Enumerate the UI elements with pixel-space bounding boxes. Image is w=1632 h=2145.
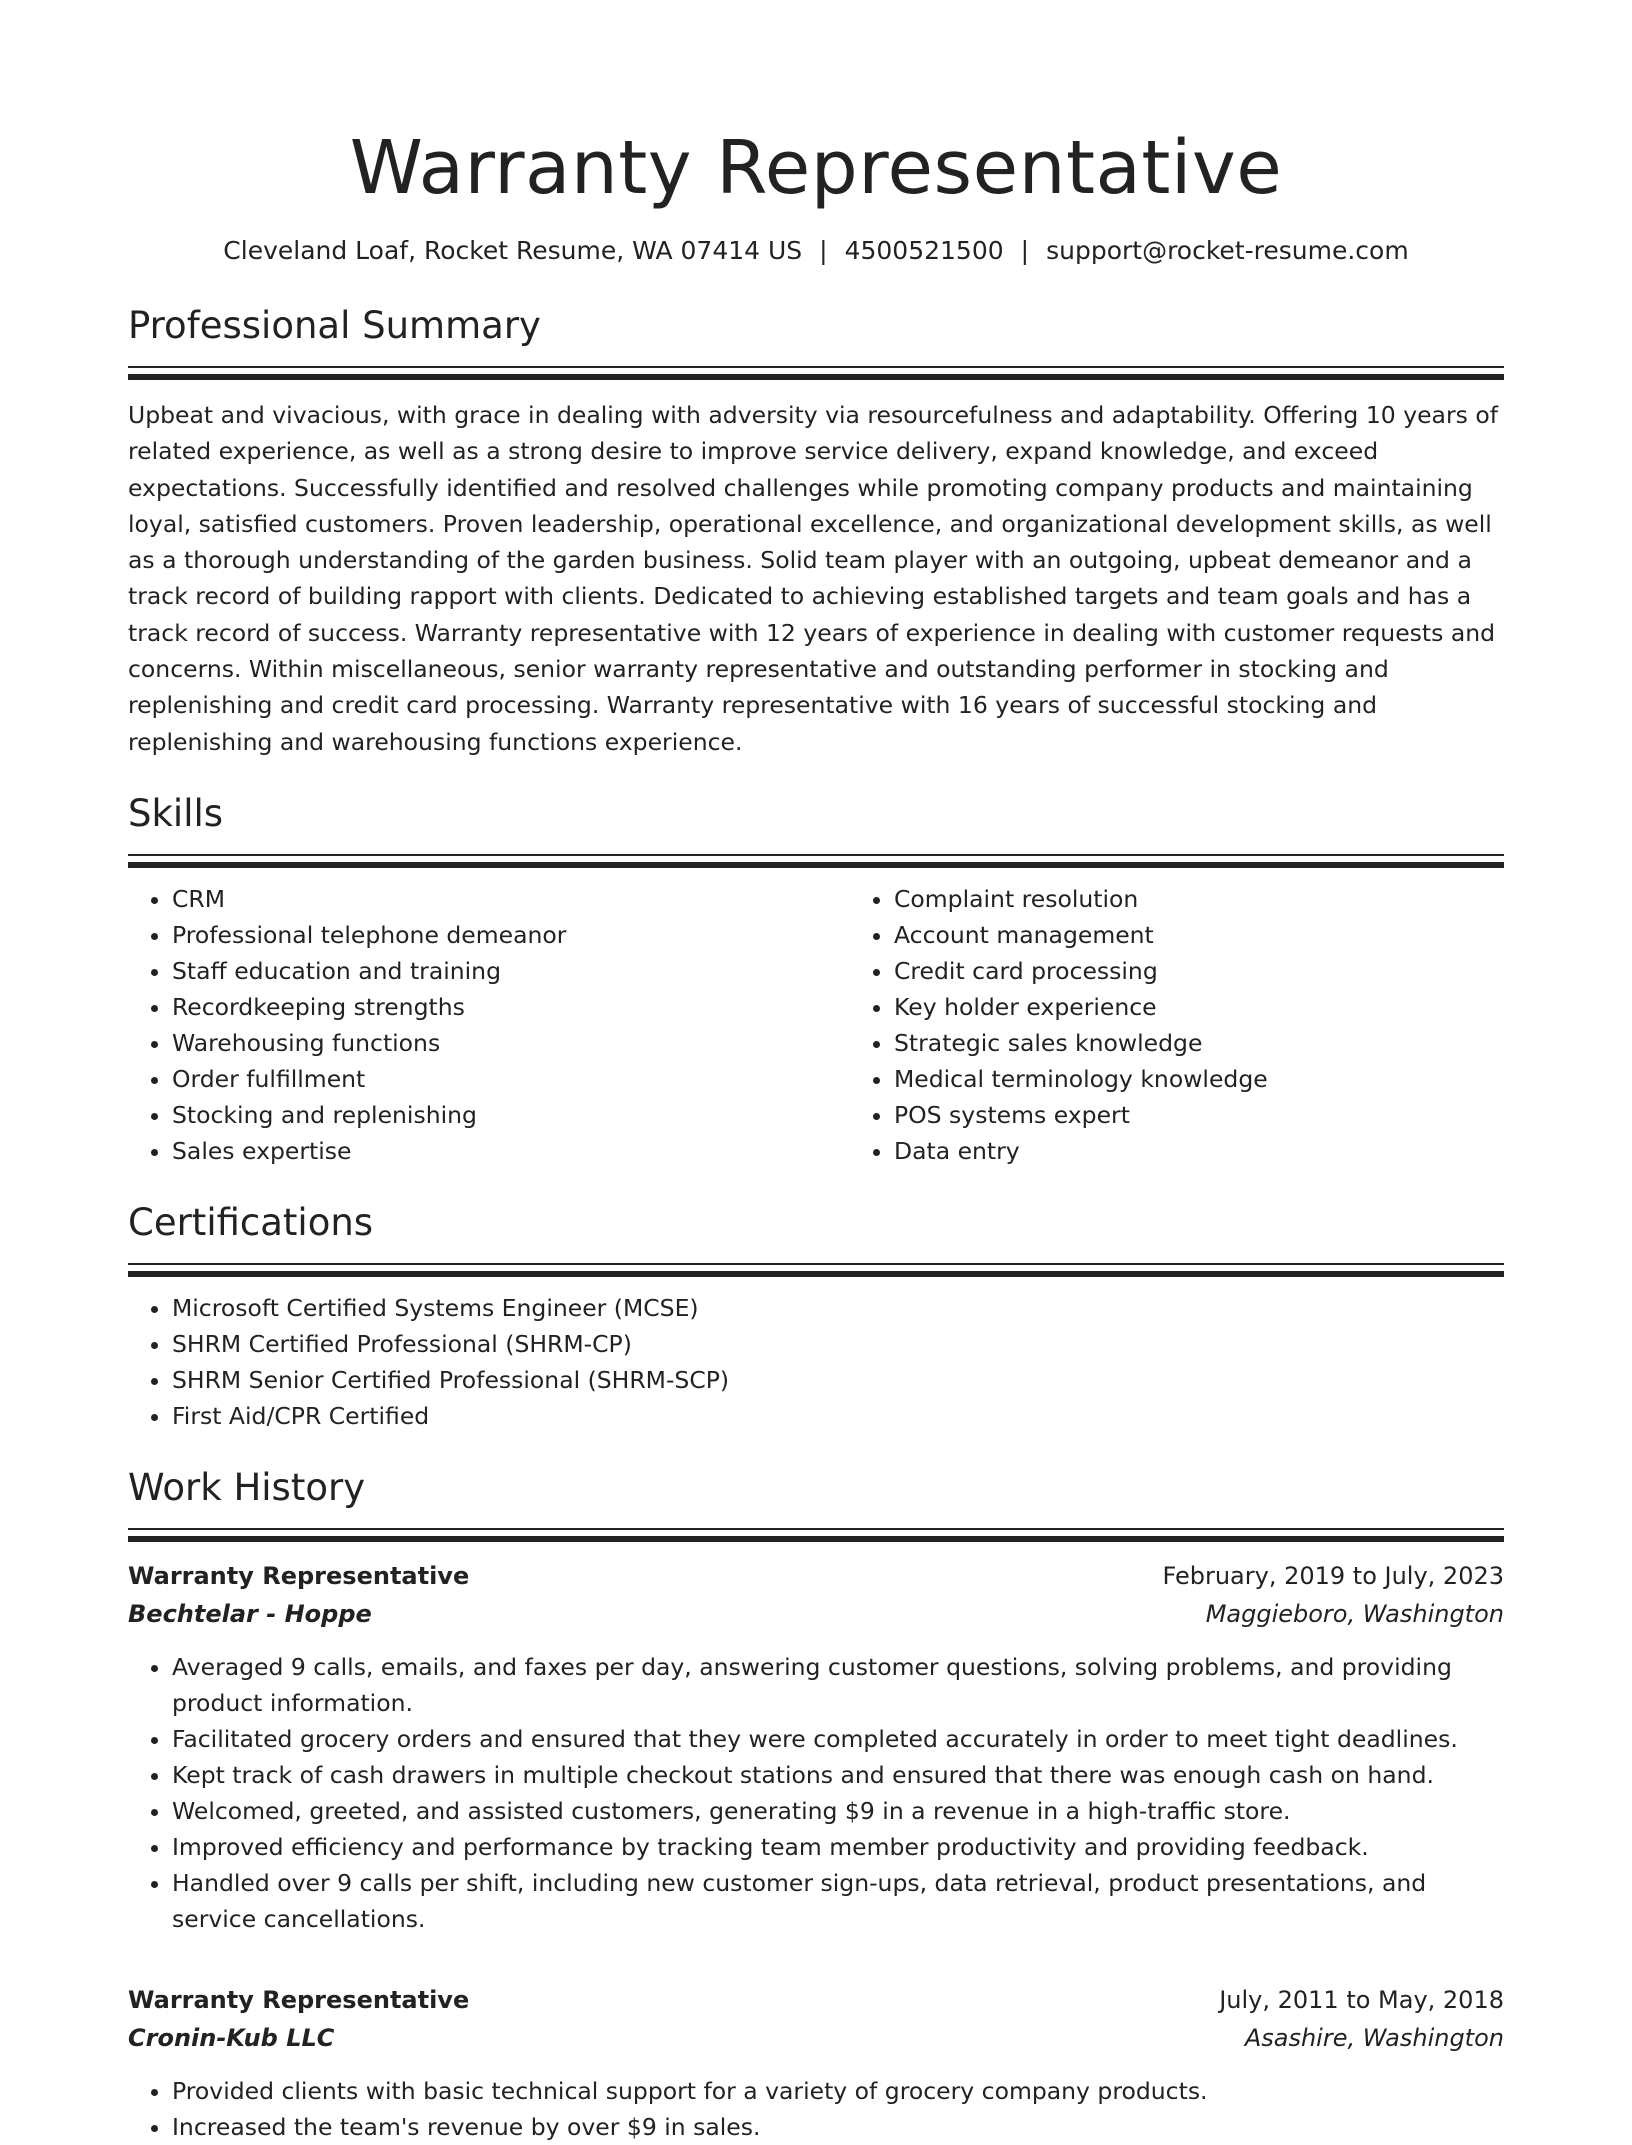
skill-item: • Recordkeeping strengths: [172, 989, 850, 1025]
section-title: Work History: [128, 1465, 366, 1509]
certification-item: • SHRM Certified Professional (SHRM-CP): [172, 1326, 1504, 1362]
job-entry: [128, 1557, 1504, 1937]
skills-list-right: [850, 881, 1572, 1169]
address: Cleveland Loaf, Rocket Resume, WA 07414 US: [223, 236, 803, 265]
section-divider: [128, 1528, 1504, 1543]
job-title: Warranty Representative: [128, 1985, 470, 2014]
candidate-name: Warranty Representative: [349, 125, 1283, 211]
job-dates: February, 2019 to July, 2023: [1162, 1561, 1504, 1590]
skill-item: • Staff education and training: [172, 953, 850, 989]
job-location: Maggieboro, Washington: [1205, 1599, 1504, 1628]
section-title: Professional Summary: [128, 304, 541, 347]
duty-item: • Improved efficiency and performance by tracking team member productivity and providing feedback.: [172, 1829, 1504, 1865]
section-certifications: [128, 1199, 1504, 1434]
skill-item: • Key holder experience: [894, 989, 1572, 1025]
contact-line: [128, 234, 1504, 268]
certification-item: • SHRM Senior Certified Professional (SHRM-SCP): [172, 1362, 1504, 1398]
duty-item: • Welcomed, greeted, and assisted customers, generating $9 in a revenue in a high-traffic store.: [172, 1793, 1504, 1829]
skill-item: • Data entry: [894, 1133, 1572, 1169]
skill-item: • Order fulfillment: [172, 1061, 850, 1097]
phone-number: 4500521500: [844, 236, 1004, 265]
section-title: Certifications: [128, 1200, 374, 1244]
separator: |: [819, 236, 828, 265]
skill-item: • Medical terminology knowledge: [894, 1061, 1572, 1097]
job-subheader: [128, 1595, 1504, 1633]
skill-item: • Strategic sales knowledge: [894, 1025, 1572, 1061]
job-duties: [128, 2073, 1504, 2145]
duty-item: • Handled over 9 calls per shift, including new customer sign-ups, data retrieval, product presentations, and service cancellations.: [172, 1865, 1504, 1937]
section-skills: [128, 790, 1504, 1169]
certification-item: • Microsoft Certified Systems Engineer (MCSE): [172, 1290, 1504, 1326]
section-divider: [128, 366, 1504, 381]
certifications-list: [128, 1290, 1504, 1434]
section-divider: [128, 854, 1504, 869]
skill-item: • Professional telephone demeanor: [172, 917, 850, 953]
skill-item: • Account management: [894, 917, 1572, 953]
skill-item: • Complaint resolution: [894, 881, 1572, 917]
job-location: Asashire, Washington: [1244, 2023, 1504, 2052]
section-divider: [128, 1263, 1504, 1278]
duty-item: • Facilitated grocery orders and ensured that they were completed accurately in order to meet tight deadlines.: [172, 1721, 1504, 1757]
email-link[interactable]: support@rocket-resume.com: [1046, 236, 1409, 265]
job-title: Warranty Representative: [128, 1561, 470, 1590]
job-header: [128, 1981, 1504, 2019]
job-dates: July, 2011 to May, 2018: [1219, 1985, 1504, 2014]
section-work-history: [128, 1464, 1504, 2145]
employer-name: Bechtelar - Hoppe: [128, 1599, 372, 1628]
certification-item: • First Aid/CPR Certified: [172, 1398, 1504, 1434]
employer-name: Cronin-Kub LLC: [128, 2023, 335, 2052]
skill-item: • CRM: [172, 881, 850, 917]
duty-item: • Averaged 9 calls, emails, and faxes per day, answering customer questions, solving problems, and providing product information.: [172, 1649, 1504, 1721]
section-title: Skills: [128, 791, 224, 835]
job-entry: [128, 1981, 1504, 2145]
duty-item: • Kept track of cash drawers in multiple checkout stations and ensured that there was enough cash on hand.: [172, 1757, 1504, 1793]
skill-item: • Sales expertise: [172, 1133, 850, 1169]
job-subheader: [128, 2019, 1504, 2057]
skill-item: • Warehousing functions: [172, 1025, 850, 1061]
resume-page: [128, 0, 1504, 2145]
job-duties: [128, 1649, 1504, 1937]
skill-item: • Credit card processing: [894, 953, 1572, 989]
duty-item: • Increased the team's revenue by over $9 in sales.: [172, 2109, 1504, 2145]
skills-grid: [128, 869, 1504, 1169]
summary-text: Upbeat and vivacious, with grace in dealing with adversity via resourcefulness and adaptability. Offering 10 years of related experience, as well as a strong desire to improve service delivery, expand knowledge, and exceed expectations. Successfully identified and resolved challenges while promoting company products and maintaining loyal, satisfied customers. Proven leadership, operational excellence, and organizational development skills, as well as a thorough understanding of the garden business. Solid team player with an outgoing, upbeat demeanor and a track record of building rapport with clients. Dedicated to achieving established targets and team goals and has a track record of success. Warranty representative with 12 years of experience in dealing with customer requests and concerns. Within miscellaneous, senior warranty representative and outstanding performer in stocking and replenishing and credit card processing. Warranty representative with 16 years of successful stocking and replenishing and warehousing functions experience.: [128, 401, 1498, 756]
job-header: [128, 1557, 1504, 1595]
skill-item: • Stocking and replenishing: [172, 1097, 850, 1133]
section-professional-summary: [128, 302, 1504, 760]
skill-item: • POS systems expert: [894, 1097, 1572, 1133]
skills-list-left: [128, 881, 850, 1169]
duty-item: • Provided clients with basic technical support for a variety of grocery company products.: [172, 2073, 1504, 2109]
separator: |: [1020, 236, 1030, 265]
